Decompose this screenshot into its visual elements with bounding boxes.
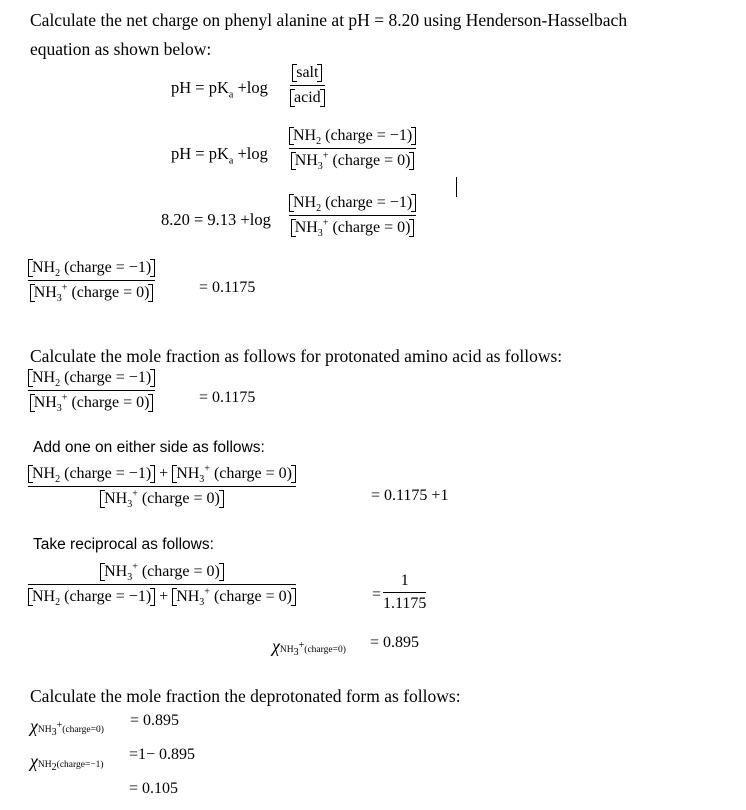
eq10-chi: χNH$_2$(charge=−1) xyxy=(30,751,104,773)
eq10-rhs: =1− 0.895 xyxy=(129,746,196,763)
eq11-rhs: = 0.105 xyxy=(129,780,179,797)
intro-line-2: equation as shown below: xyxy=(30,39,212,59)
eq6-rhs: = 0.1175 +1 xyxy=(371,487,449,504)
eq3-fraction: $NH_2$ (charge = −1) $NH_3^+$ (charge = 0) xyxy=(289,194,416,237)
eq2-fraction: $NH_2$ (charge = −1) $NH_3^+$ (charge = 0) xyxy=(289,127,416,170)
mole-fraction-intro: Calculate the mole fraction as follows for protonated amino acid as follows: xyxy=(30,346,563,366)
eq8-rhs: = 0.895 xyxy=(370,634,420,651)
reciprocal-text: Take reciprocal as follows: xyxy=(33,536,214,553)
add-one-text: Add one on either side as follows: xyxy=(33,439,265,456)
eq7-equals: = xyxy=(372,586,382,603)
eq3-lhs: 8.20 = 9.13 +log xyxy=(161,210,271,229)
eq8-chi: χNH$_3$+(charge=0) xyxy=(272,636,346,658)
eq9-chi: χNH$_3$+(charge=0) xyxy=(30,716,104,738)
eq1-lhs: pH = $pK_a +\log$ xyxy=(171,78,268,101)
eq5-rhs: = 0.1175 xyxy=(199,389,256,406)
eq1-fraction xyxy=(290,64,325,107)
deprotonated-intro: Calculate the mole fraction the deprotonated form as follows: xyxy=(30,686,461,706)
eq7-one: 1 xyxy=(400,572,409,589)
eq2-lhs: pH = $pK_a +\log$ xyxy=(171,144,268,167)
text-cursor xyxy=(456,177,457,197)
eq6-fraction: $NH_2$ (charge = $-1) + NH_3^+$ (charge = 0) $NH_3^+$ (charge = 0) xyxy=(28,465,296,508)
eq9-rhs: = 0.895 xyxy=(130,712,180,729)
eq1-denominator: acid xyxy=(290,89,325,107)
eq4-rhs: = 0.1175 xyxy=(199,279,256,296)
eq7-fraction: $NH_3^+$ (charge = 0) $NH_2$ (charge = $-1) + NH_3^+$ (charge = 0) xyxy=(28,563,296,606)
intro-line-1: Calculate the net charge on phenyl alanine at pH = 8.20 using Henderson-Hasselbach xyxy=(30,10,628,30)
eq5-fraction: $NH_2$ (charge = −1) $NH_3^+$ (charge = 0) xyxy=(28,369,155,412)
eq7-denominator: 1.1175 xyxy=(383,595,427,612)
eq1-numerator: salt xyxy=(292,64,322,82)
eq4-fraction: $NH_2$ (charge = −1) $NH_3^+$ (charge = 0) xyxy=(28,259,155,302)
eq7-result-fraction xyxy=(383,573,426,612)
